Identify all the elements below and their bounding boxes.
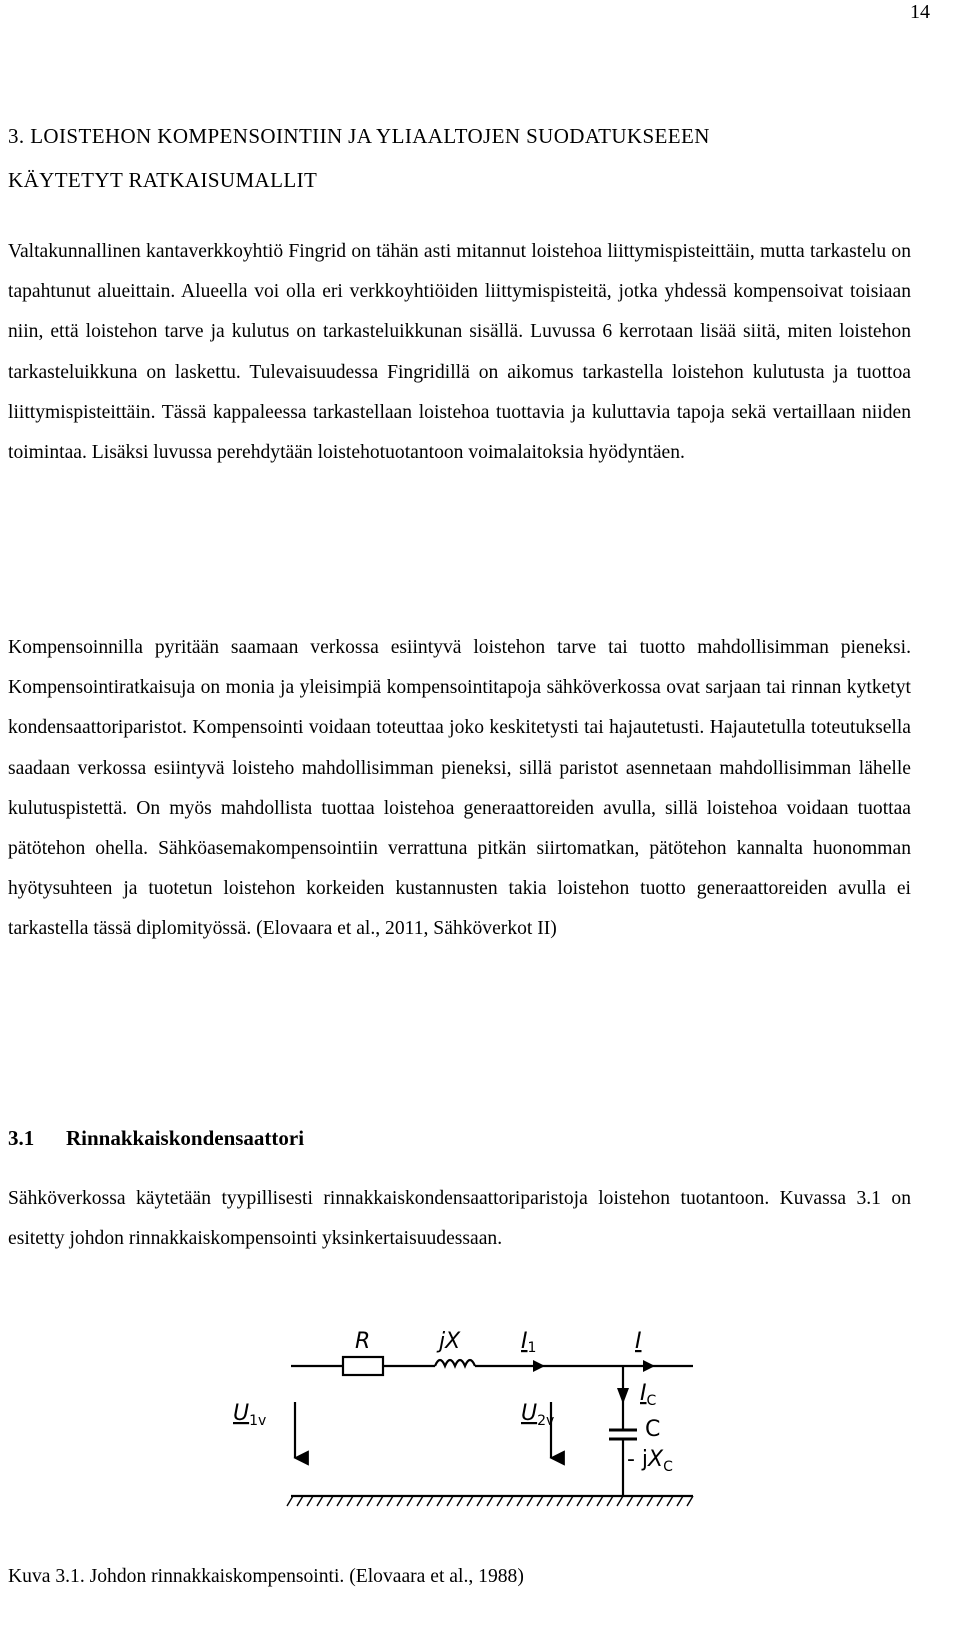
- hatch: [487, 1496, 493, 1506]
- paragraph-2: Kompensoinnilla pyritään saamaan verkossa esiintyvä loistehon tarve tai tuotto mahdollisimman pieneksi. Kompensointiratkaisuja on monia ja yleisimpiä kompensointitapoja sähköverkossa ovat sarjaan tai rinnan kytketyt kondensaattoriparistot. Kompensointi voidaan toteuttaa joko keskitetysti tai hajautetusti. Hajautetulla toteutuksella saadaan verkossa esiintyvä loisteho mahdollisimman pieneksi, sillä paristot asennetaan mahdollisimman lähelle kulutuspistettä. On myös mahdollista tuottaa loistehoa generaattoreiden avulla, sillä loistehoa voidaan tuottaa pätötehon ohella. Sähköasemakompensointiin verrattuna pitkän siirtomatkan, pätötehon kannalta huonomman hyötysuhteen ja tuotetun loistehon korkeiden kustannusten takia loistehon tuotto generaattoreiden avulla ei tarkastella tässä diplomityössä. (Elovaara et al., 2011, Sähköverkot II): [8, 637, 911, 940]
- hatch: [517, 1496, 523, 1506]
- hatch: [467, 1496, 473, 1506]
- hatch: [407, 1496, 413, 1506]
- hatch: [417, 1496, 423, 1506]
- chapter-heading-line1: 3. LOISTEHON KOMPENSOINTIIN JA YLIAALTOJEN SUODATUKSEEEN: [8, 124, 710, 148]
- hatch: [437, 1496, 443, 1506]
- hatch: [497, 1496, 503, 1506]
- svg-text:I1: [521, 1329, 536, 1356]
- svg-text:jX: [436, 1329, 461, 1354]
- hatch: [287, 1496, 293, 1506]
- hatch: [317, 1496, 323, 1506]
- hatch: [567, 1496, 573, 1506]
- hatch: [367, 1496, 373, 1506]
- hatch: [457, 1496, 463, 1506]
- hatch: [527, 1496, 533, 1506]
- label-u1v-sub: 1v: [249, 1413, 267, 1429]
- hatch: [577, 1496, 583, 1506]
- circuit-diagram: [225, 1318, 695, 1518]
- hatch: [537, 1496, 543, 1506]
- figure-caption: Kuva 3.1. Johdon rinnakkaiskompensointi. (Elovaara et al., 1988): [8, 1566, 524, 1587]
- label-i1-sub: 1: [527, 1340, 537, 1356]
- hatch: [667, 1496, 673, 1506]
- arrowhead-i1: [533, 1360, 545, 1372]
- paragraph-3: Sähköverkossa käytetään tyypillisesti rinnakkaiskondensaattoriparistoja loistehon tuotantoon. Kuvassa 3.1 on esitetty johdon rinnakkaiskompensointi yksinkertaisuudessaan.: [8, 1188, 911, 1250]
- hatch: [447, 1496, 453, 1506]
- svg-text:IC: [640, 1381, 657, 1409]
- label-i: I: [635, 1329, 642, 1354]
- paragraph-1: Valtakunnallinen kantaverkkoyhtiö Fingrid on tähän asti mitannut loistehoa liittymispisteittäin, mutta tarkastelu on tapahtunut alueittain. Alueella voi olla eri verkkoyhtiöiden liittymispisteitä, jotka yhdessä kompensoivat toisiaan niin, että loistehon tarve ja kulutus on tarkasteluikkunan sisällä. Luvussa 6 kerrotaan lisää siitä, miten loistehon tarkasteluikkuna on laskettu. Tulevaisuudessa Fingridillä on aikomus tarkastella loistehon kulutusta ja tuottoa liittymispisteittäin. Tässä kappaleessa tarkastellaan loistehoa tuottavia ja kuluttavia tapoja sekä vertaillaan niiden toimintaa. Lisäksi luvussa perehdytään loistehotuotantoon voimalaitoksia hyödyntäen.: [8, 241, 911, 464]
- hatch: [387, 1496, 393, 1506]
- subsection-number: 3.1: [8, 1126, 35, 1150]
- label-jx-j: j: [439, 1329, 446, 1354]
- label-r: R: [355, 1329, 371, 1354]
- hatch: [677, 1496, 683, 1506]
- svg-text:- jXC: [627, 1447, 673, 1475]
- hatch: [617, 1496, 623, 1506]
- hatch: [307, 1496, 313, 1506]
- hatch: [357, 1496, 363, 1506]
- label-u1v: U: [233, 1401, 250, 1426]
- hatch: [347, 1496, 353, 1506]
- hatch: [637, 1496, 643, 1506]
- hatch: [657, 1496, 663, 1506]
- hatch: [607, 1496, 613, 1506]
- label-ic: I: [640, 1381, 647, 1406]
- hatch: [327, 1496, 333, 1506]
- hatch: [297, 1496, 303, 1506]
- hatch: [597, 1496, 603, 1506]
- page-number: 14: [910, 1, 930, 23]
- hatch: [337, 1496, 343, 1506]
- label-ic-sub: C: [646, 1393, 657, 1409]
- hatch: [547, 1496, 553, 1506]
- subsection-title: Rinnakkaiskondensaattori: [66, 1126, 305, 1150]
- inductor-symbol: [435, 1360, 475, 1366]
- hatch: [397, 1496, 403, 1506]
- hatch: [427, 1496, 433, 1506]
- hatch: [687, 1496, 693, 1506]
- svg-text:U1v: [233, 1401, 266, 1429]
- label-jxc-x: X: [648, 1447, 664, 1472]
- subsection-heading: [8, 1126, 304, 1151]
- hatch: [627, 1496, 633, 1506]
- chapter-heading-line2: KÄYTETYT RATKAISUMALLIT: [8, 168, 318, 192]
- label-u2v-sub: 2v: [537, 1413, 555, 1429]
- label-i1: I: [521, 1329, 528, 1354]
- resistor-symbol: [343, 1357, 383, 1375]
- label-jx-x: X: [445, 1329, 461, 1354]
- arrowhead-i: [643, 1360, 655, 1372]
- hatch: [507, 1496, 513, 1506]
- hatch: [557, 1496, 563, 1506]
- label-jxc-prefix: - j: [627, 1447, 649, 1472]
- label-jxc-sub: C: [663, 1459, 673, 1475]
- hatch: [647, 1496, 653, 1506]
- label-c: C: [645, 1417, 661, 1442]
- hatch: [587, 1496, 593, 1506]
- label-u2v: U: [521, 1401, 538, 1426]
- arrowhead-ic: [617, 1388, 629, 1404]
- hatch: [477, 1496, 483, 1506]
- svg-text:U2v: [521, 1401, 554, 1429]
- hatch: [377, 1496, 383, 1506]
